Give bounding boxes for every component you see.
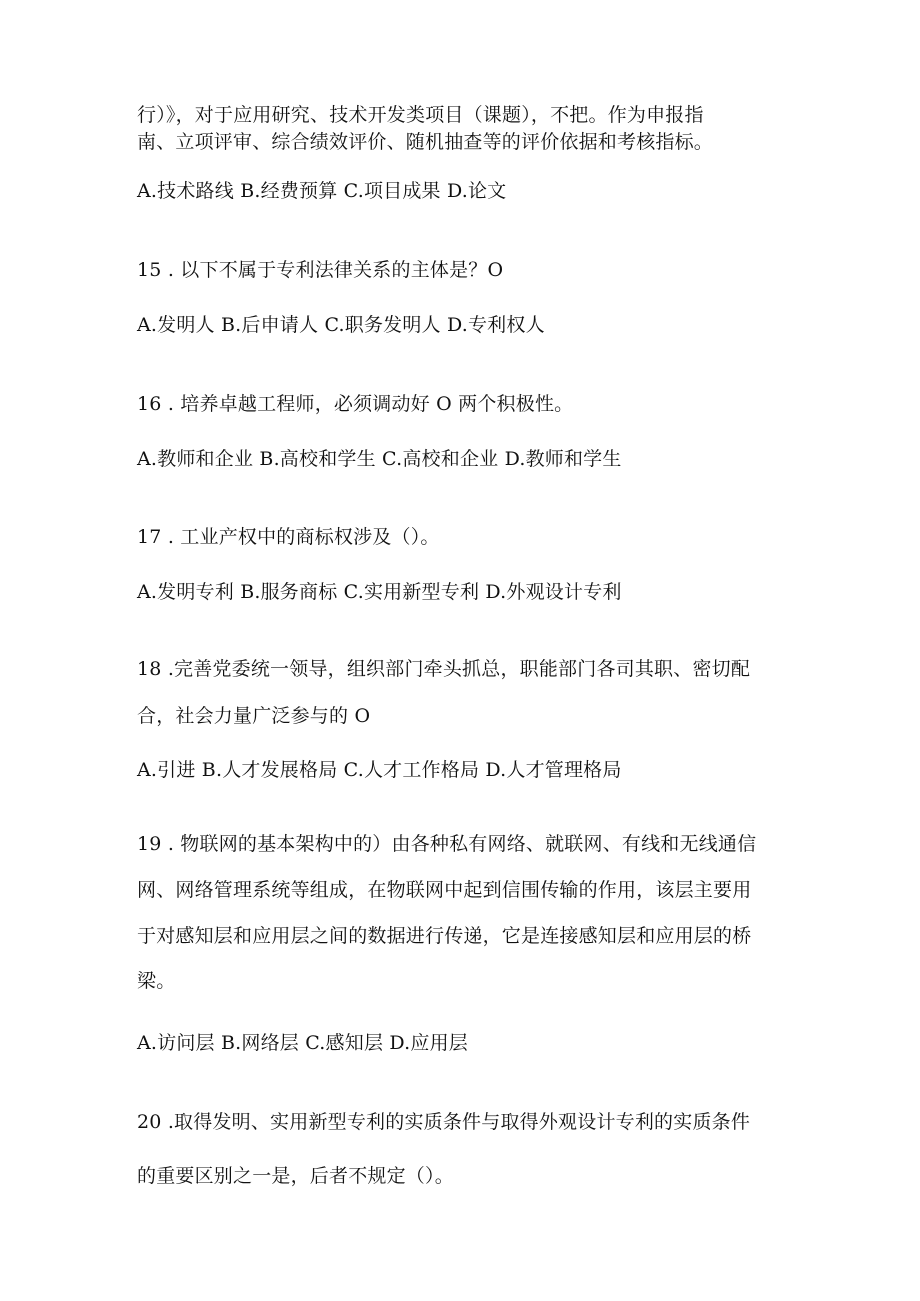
question-18-text-line-2: 合，社会力量广泛参与的 O <box>137 705 371 727</box>
question-20-text-line-1: 20 .取得发明、实用新型专利的实质条件与取得外观设计专利的实质条件 <box>137 1111 751 1133</box>
question-19-options: A.访问层 B.网络层 C.感知层 D.应用层 <box>137 1032 468 1054</box>
question-15-text: 15 . 以下不属于专利法律关系的主体是？O <box>137 259 504 281</box>
question-15-options: A.发明人 B.后申请人 C.职务发明人 D.专利权人 <box>137 314 545 336</box>
question-14-options: A.技术路线 B.经费预算 C.项目成果 D.论文 <box>137 180 507 202</box>
question-17-options: A.发明专利 B.服务商标 C.实用新型专利 D.外观设计专利 <box>137 581 622 603</box>
question-14-text-line-1: 行）》，对于应用研究、技术开发类项目（课题），不把。作为申报指 <box>137 104 704 126</box>
question-19-text-line-4: 梁。 <box>137 970 176 992</box>
question-18-text-line-1: 18 .完善党委统一领导，组织部门牵头抓总，职能部门各司其职、密切配 <box>137 658 751 680</box>
question-16-options: A.教师和企业 B.高校和学生 C.高校和企业 D.教师和学生 <box>137 448 622 470</box>
question-14-text-line-2: 南、立项评审、综合绩效评价、随机抽查等的评价依据和考核指标。 <box>137 131 714 153</box>
question-19-text-line-1: 19 . 物联网的基本架构中的）由各种私有网络、就联网、有线和无线通信 <box>137 833 757 855</box>
question-17-text: 17 . 工业产权中的商标权涉及（）。 <box>137 526 440 548</box>
question-16-text: 16 . 培养卓越工程师，必须调动好 O 两个积极性。 <box>137 393 574 415</box>
question-20-text-line-2: 的重要区别之一是，后者不规定（）。 <box>137 1165 454 1187</box>
question-19-text-line-3: 于对感知层和应用层之间的数据进行传递，它是连接感知层和应用层的桥 <box>137 925 752 947</box>
question-18-options: A.引进 B.人才发展格局 C.人才工作格局 D.人才管理格局 <box>137 759 622 781</box>
question-19-text-line-2: 网、网络管理系统等组成，在物联网中起到信围传输的作用，该层主要用 <box>137 879 752 901</box>
